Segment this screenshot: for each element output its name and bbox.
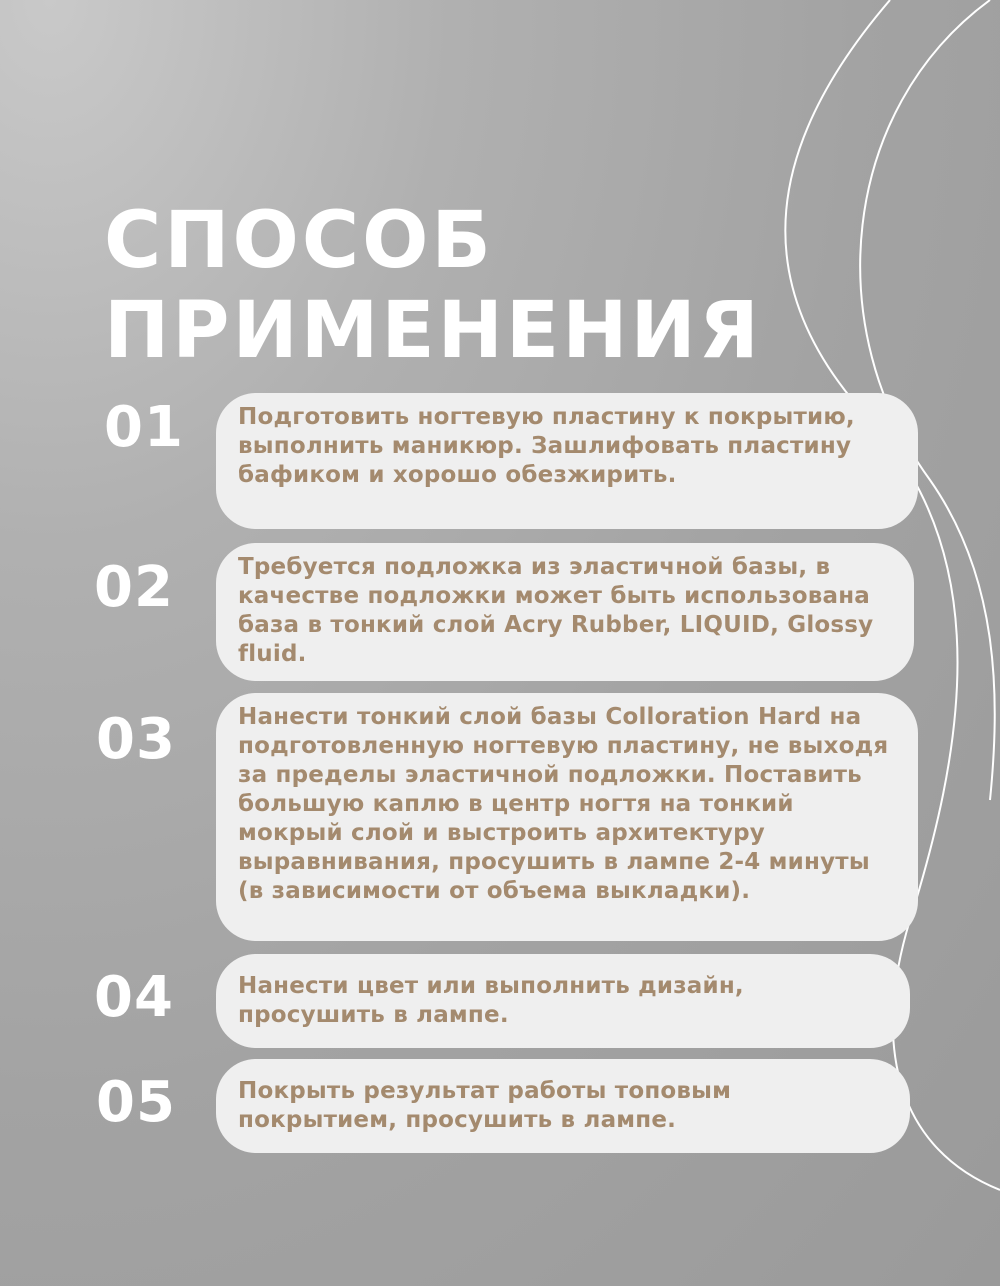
step-card — [216, 1059, 910, 1153]
step-card — [216, 543, 914, 681]
title-line-1: СПОСОБ — [104, 196, 494, 286]
step-text: Требуется подложка из эластичной базы, в качестве подложки может быть использована база в тонкий слой Acry Rubber, LIQUID, Glossy fluid. — [238, 554, 874, 667]
title-line-2: ПРИМЕНЕНИЯ — [104, 286, 762, 376]
step-number: 01 — [104, 395, 184, 460]
step-text: Нанести цвет или выполнить дизайн, просушить в лампе. — [238, 973, 744, 1028]
step-card — [216, 393, 918, 529]
step-number: 02 — [94, 555, 174, 620]
step-text: Подготовить ногтевую пластину к покрытию, выполнить маникюр. Зашлифовать пластину бафиком и хорошо обезжирить. — [238, 404, 855, 488]
step-text: Покрыть результат работы топовым покрытием, просушить в лампе. — [238, 1078, 732, 1133]
page-title — [104, 196, 762, 376]
step-card — [216, 693, 918, 941]
step-card — [216, 954, 910, 1048]
step-number: 04 — [94, 965, 174, 1030]
step-number: 03 — [96, 707, 176, 772]
step-text: Нанести тонкий слой базы Colloration Hard на подготовленную ногтевую пластину, не выходя за пределы эластичной подложки. Поставить большую каплю в центр ногтя на тонкий мокрый слой и выстроить архитектуру выравнивания, просушить в лампе 2-4 минуты (в зависимости от объема выкладки). — [238, 704, 889, 904]
step-number: 05 — [96, 1070, 176, 1135]
